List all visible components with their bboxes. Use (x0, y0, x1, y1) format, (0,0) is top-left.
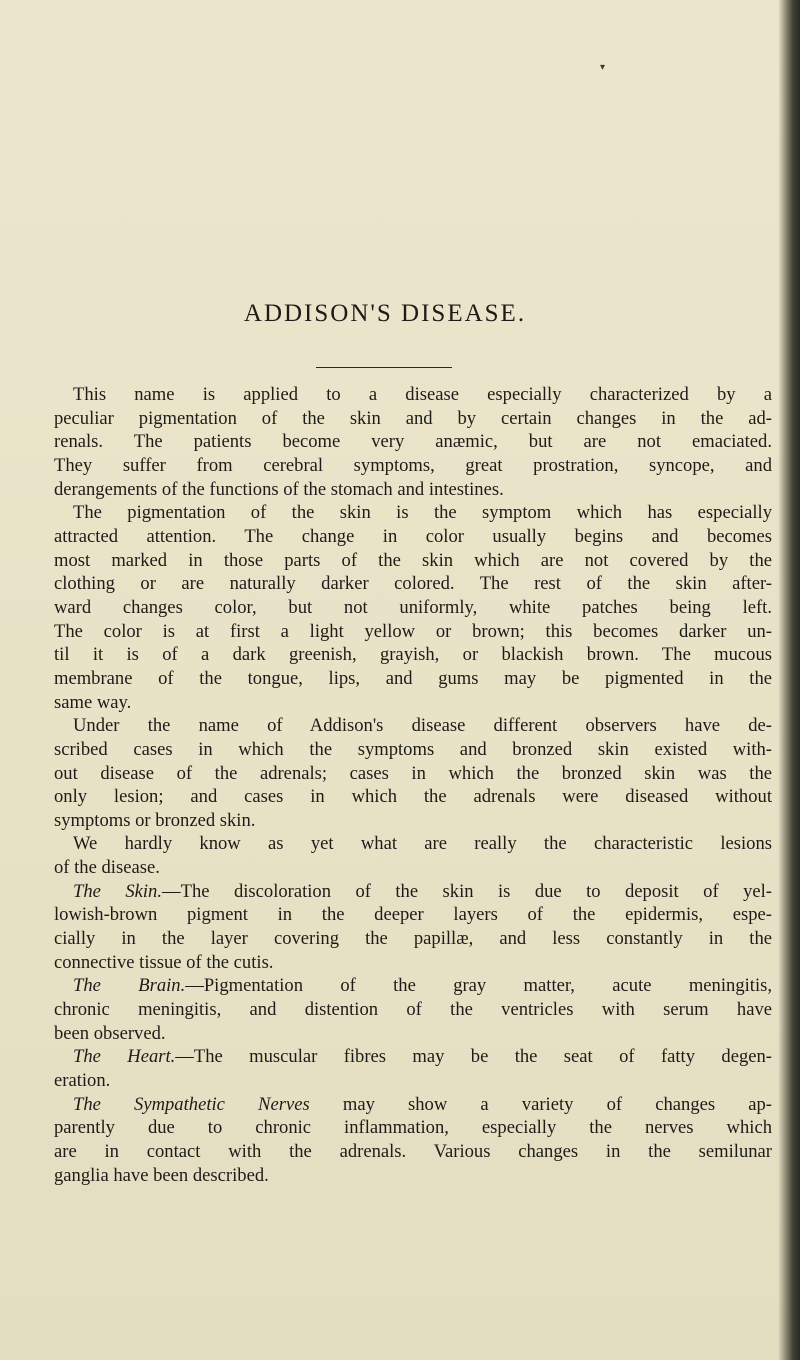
text-line: The color is at first a light yellow or brown; this becomes darker un- (54, 620, 772, 642)
text-line: connective tissue of the cutis. (54, 951, 274, 973)
nerves-paragraph-first-line (54, 1093, 772, 1117)
text-line: eration. (54, 1070, 111, 1092)
text-line: Under the name of Addison's disease different observers have de- (73, 715, 772, 737)
printer-mark: ▾ (600, 62, 606, 73)
text-line: most marked in those parts of the skin which are not covered by the (54, 549, 772, 571)
text-line: of the disease. (54, 857, 160, 879)
text-line: membrane of the tongue, lips, and gums may be pigmented in the (54, 667, 772, 689)
text-line: til it is of a dark greenish, grayish, or blackish brown. The mucous (54, 644, 772, 666)
text-line: parently due to chronic inflammation, especially the nerves which (54, 1117, 772, 1139)
text-line: cially in the layer covering the papillæ, and less constantly in the (54, 928, 772, 950)
text-line: We hardly know as yet what are really the characteristic lesions (73, 833, 772, 855)
text-segment: —The muscular fibres may be the seat of fatty degen- (175, 1046, 772, 1068)
text-line: ganglia have been described. (54, 1164, 269, 1186)
text-line: scribed cases in which the symptoms and bronzed skin existed with- (54, 738, 772, 760)
brain-heading: The Brain. (73, 975, 186, 997)
heart-paragraph-first-line (54, 1045, 772, 1069)
page-title: ADDISON'S DISEASE. (243, 300, 527, 327)
text-line: derangements of the functions of the stomach and intestines. (54, 478, 504, 500)
text-line: chronic meningitis, and distention of the ventricles with serum have (54, 999, 772, 1021)
skin-heading: The Skin. (73, 880, 162, 902)
text-line: same way. (54, 691, 132, 713)
text-segment: —The discoloration of the skin is due to deposit of yel- (162, 880, 772, 902)
title-rule (316, 367, 452, 368)
heart-heading: The Heart. (73, 1046, 176, 1068)
text-line: This name is applied to a disease especially characterized by a (73, 384, 772, 405)
text-line: only lesion; and cases in which the adrenals were diseased without (54, 786, 772, 808)
text-segment: —Pigmentation of the gray matter, acute meningitis, (185, 975, 772, 997)
text-line: attracted attention. The change in color usually begins and becomes (54, 525, 772, 547)
text-line: symptoms or bronzed skin. (54, 809, 256, 831)
nerves-heading: The Sympathetic Nerves (73, 1093, 310, 1115)
text-line: been observed. (54, 1022, 166, 1044)
skin-paragraph-first-line (54, 880, 772, 904)
text-line: lowish-brown pigment in the deeper layers of the epidermis, espe- (54, 904, 772, 926)
text-line: The pigmentation of the skin is the symptom which has especially (73, 502, 772, 524)
text-line: renals. The patients become very anæmic, but are not emaciated. (54, 431, 772, 453)
page-edge-shadow (778, 0, 800, 1360)
text-line: clothing or are naturally darker colored. The rest of the skin after- (54, 573, 772, 595)
text-line: They suffer from cerebral symptoms, great prostration, syncope, and (54, 454, 772, 476)
brain-paragraph-first-line (54, 974, 772, 998)
body-text (54, 383, 772, 1187)
text-line: ward changes color, but not uniformly, white patches being left. (54, 596, 772, 618)
text-line: are in contact with the adrenals. Various changes in the semilunar (54, 1141, 772, 1162)
text-line: out disease of the adrenals; cases in which the bronzed skin was the (54, 762, 772, 784)
text-line: peculiar pigmentation of the skin and by certain changes in the ad- (54, 407, 772, 429)
text-segment: may show a variety of changes ap- (309, 1093, 772, 1115)
